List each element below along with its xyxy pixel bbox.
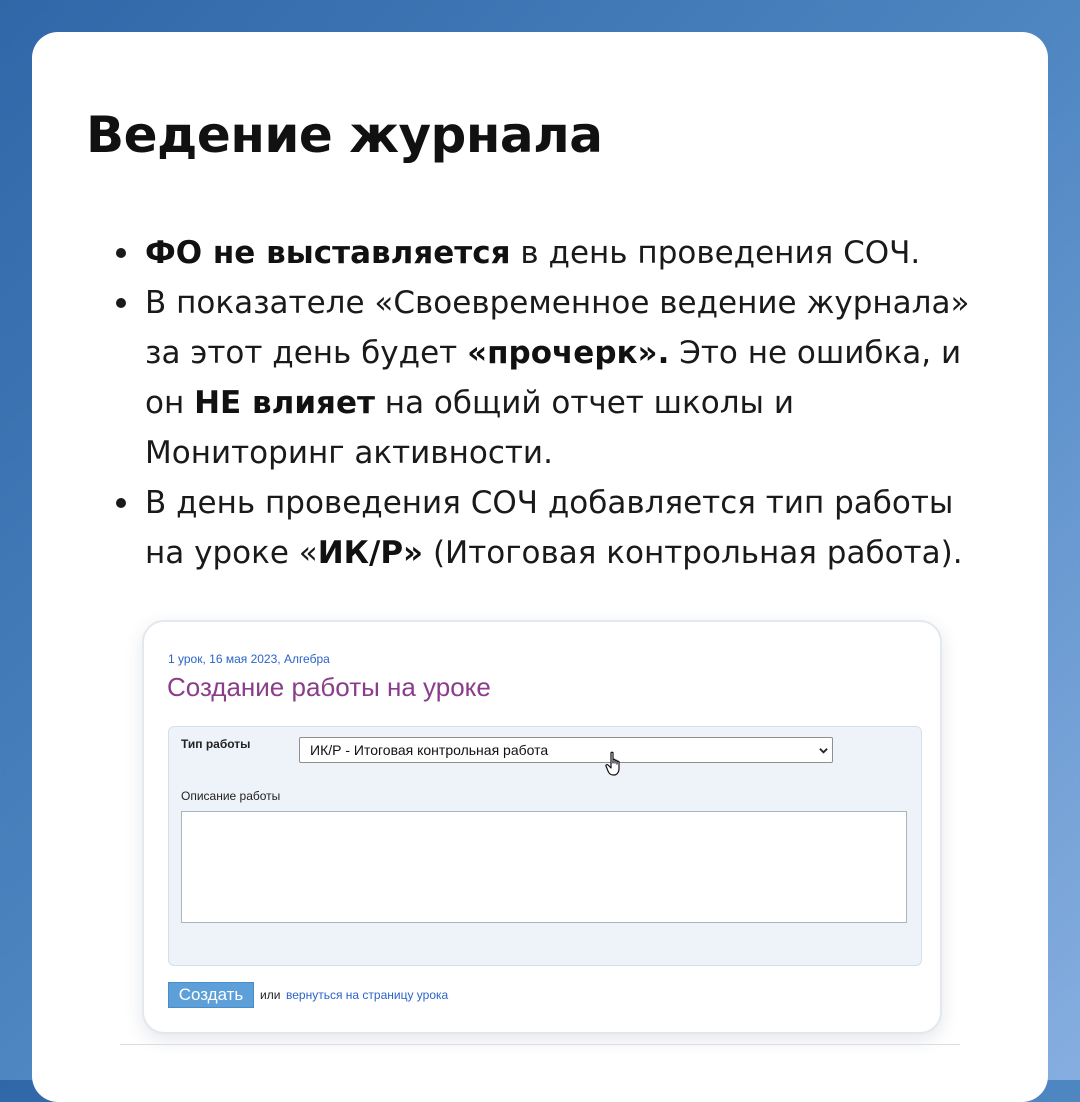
bullet-1-text: в день проведения СОЧ. — [510, 235, 921, 271]
or-text: или — [260, 988, 281, 1002]
work-type-select[interactable] — [299, 737, 833, 763]
bullet-item-2 — [100, 278, 1000, 478]
bullet-3-bold: ИК/Р» — [317, 535, 424, 571]
bullet-item-3 — [100, 478, 1000, 578]
bullet-list — [100, 228, 1000, 578]
content-card — [32, 32, 1048, 1102]
bullet-3-text-b: (Итоговая контрольная работа). — [423, 535, 963, 571]
bullet-1-bold: ФО не выставляется — [145, 235, 511, 271]
slide-title: Ведение журнала — [86, 106, 603, 164]
bullet-2-text-b: Это не ошибка, и он — [145, 335, 962, 421]
chevron-down-icon — [819, 746, 828, 755]
description-label: Описание работы — [181, 789, 281, 803]
embedded-screenshot — [142, 620, 942, 1034]
bottom-divider — [120, 1044, 960, 1045]
description-textarea[interactable] — [181, 811, 907, 923]
bullet-2-bold-a: «прочерк». — [467, 335, 670, 371]
work-type-value: ИК/Р - Итоговая контрольная работа — [310, 742, 549, 758]
work-type-label: Тип работы — [181, 737, 251, 751]
hand-pointer-cursor-icon — [605, 751, 625, 777]
bullet-2-text-a: В показателе «Своевременное ведение журнала» за этот день будет — [145, 285, 970, 371]
bullet-2-bold-b: НЕ влияет — [194, 385, 375, 421]
back-to-lesson-link[interactable]: вернуться на страницу урока — [286, 988, 449, 1002]
create-button[interactable]: Создать — [168, 982, 254, 1008]
bullet-2-text-c: на общий отчет школы и Мониторинг активности. — [145, 385, 795, 471]
breadcrumb[interactable]: 1 урок, 16 мая 2023, Алгебра — [168, 652, 330, 666]
bullet-3-text-a: В день проведения СОЧ добавляется тип работы на уроке « — [145, 485, 954, 571]
work-form-panel — [168, 726, 922, 966]
form-title: Создание работы на уроке — [167, 672, 491, 702]
bullet-item-1 — [100, 228, 1000, 278]
